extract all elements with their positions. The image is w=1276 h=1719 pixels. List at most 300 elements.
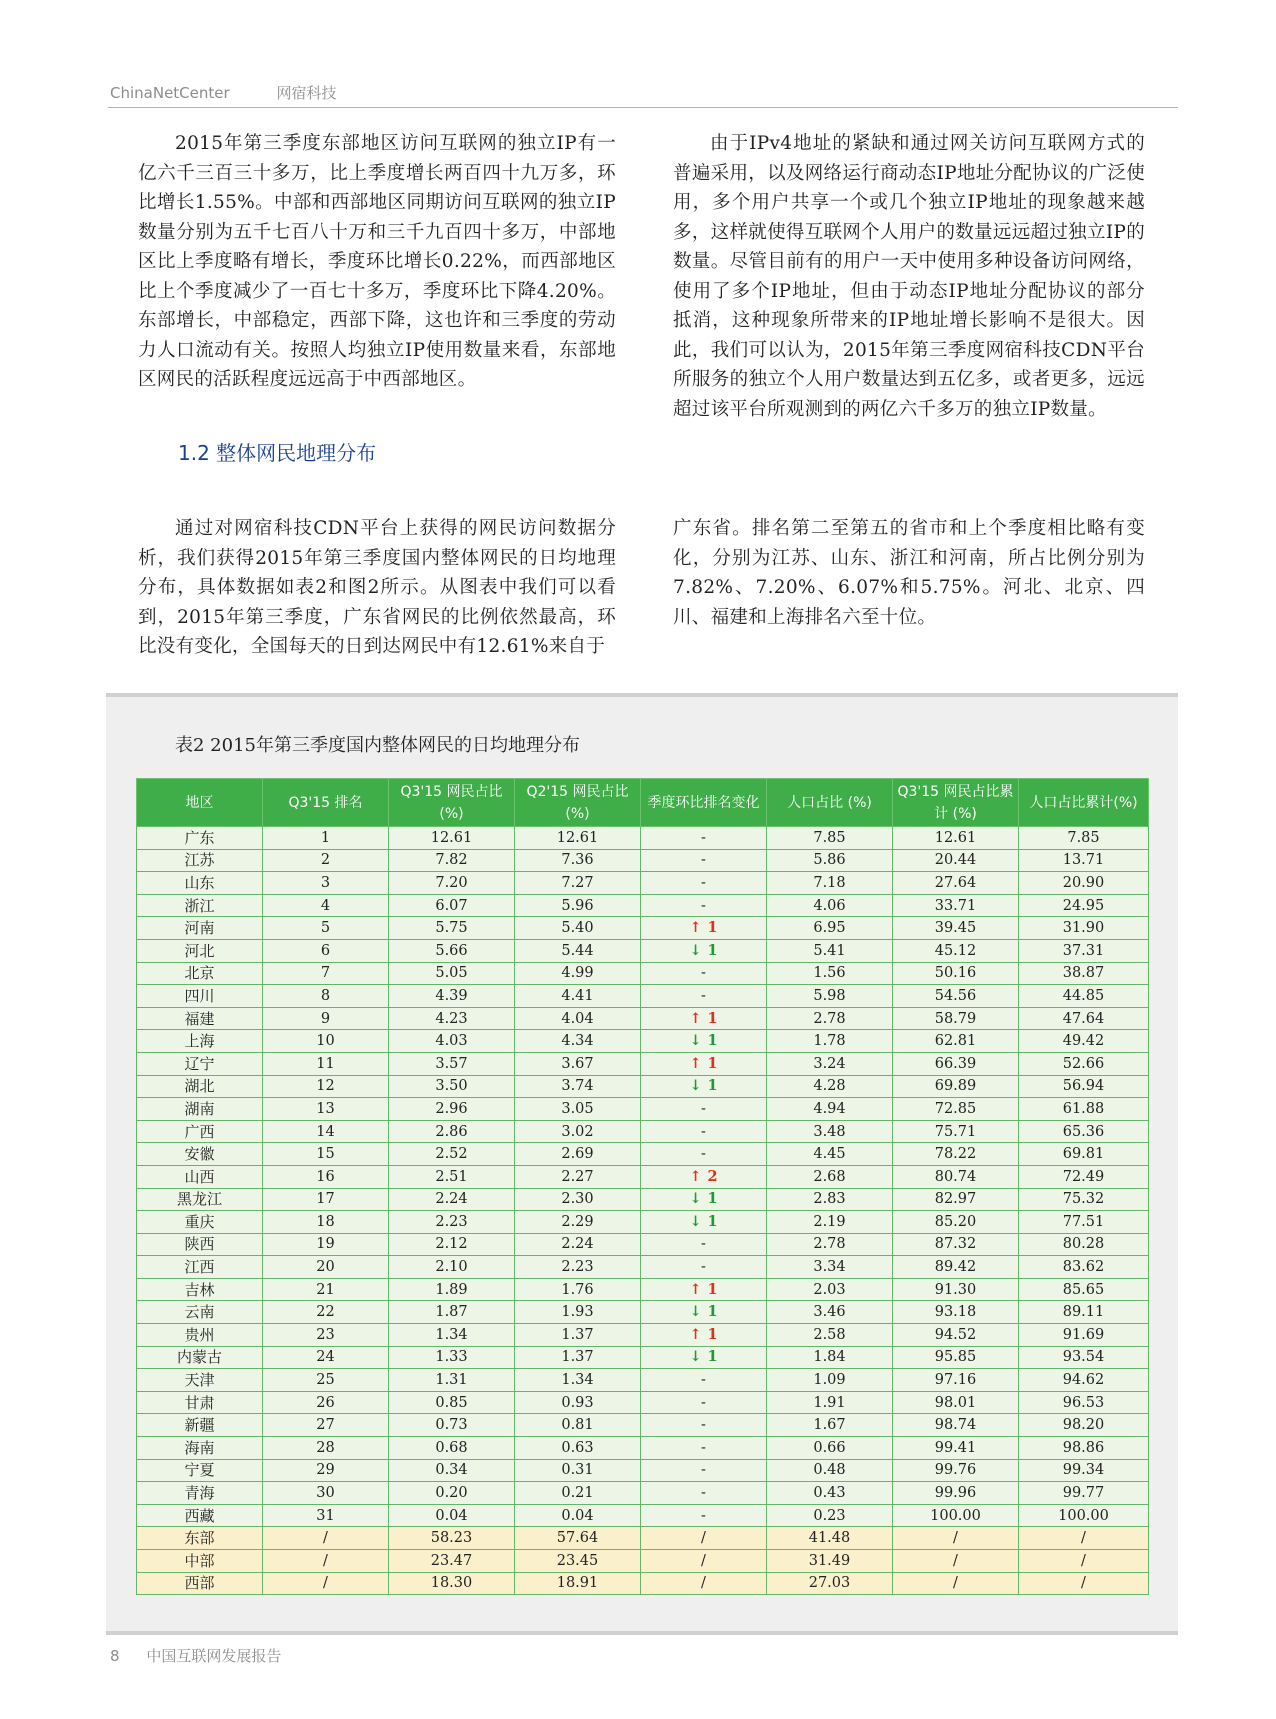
rank-change-value: 1 [707, 941, 718, 959]
section-right-column [673, 514, 1145, 632]
q2-share-cell: 5.40 [515, 917, 641, 940]
org-name: 网宿科技 [276, 84, 337, 102]
q3-cumulative-cell: 50.16 [893, 962, 1019, 985]
table-row [137, 917, 1149, 940]
q3-cumulative-cell: 54.56 [893, 985, 1019, 1008]
population-cumulative-cell: 93.54 [1019, 1346, 1149, 1369]
rank-cell: / [263, 1550, 389, 1573]
population-share-cell: 2.68 [767, 1165, 893, 1188]
q3-cumulative-cell: 93.18 [893, 1301, 1019, 1324]
table-row [137, 1211, 1149, 1234]
rank-change-cell [641, 1256, 767, 1279]
rank-change-value: 1 [707, 1009, 718, 1027]
rank-change-cell [641, 1233, 767, 1256]
region-cell: 青海 [137, 1482, 263, 1505]
q3-share-cell: 3.57 [389, 1052, 515, 1075]
rank-change-cell [641, 1391, 767, 1414]
rank-change-value: - [701, 965, 706, 982]
q2-share-cell: 2.23 [515, 1256, 641, 1279]
population-share-cell: 31.49 [767, 1550, 893, 1573]
q2-share-cell: 0.93 [515, 1391, 641, 1414]
intro-left-column [138, 129, 616, 395]
table-row [137, 1075, 1149, 1098]
region-cell: 贵州 [137, 1324, 263, 1347]
table-row [137, 1278, 1149, 1301]
section-left-paragraph: 通过对网宿科技CDN平台上获得的网民访问数据分析，我们获得2015年第三季度国内整体网民的日均地理分布，具体数据如表2和图2所示。从图表中我们可以看到，2015年第三季度，广东省网民的比例依然最高，环比没有变化，全国每天的日到达网民中有12.61%来自于 [138, 518, 616, 657]
population-share-cell: 2.83 [767, 1188, 893, 1211]
region-summary-row [137, 1572, 1149, 1595]
q3-share-cell: 0.73 [389, 1414, 515, 1437]
rank-cell: 30 [263, 1482, 389, 1505]
table-row [137, 1233, 1149, 1256]
q2-share-cell: 4.34 [515, 1030, 641, 1053]
arrow-down-icon: ↓ [689, 1212, 702, 1230]
region-cell: 山西 [137, 1165, 263, 1188]
table-row [137, 1414, 1149, 1437]
population-share-cell: 5.86 [767, 849, 893, 872]
q3-share-cell: 58.23 [389, 1527, 515, 1550]
q3-cumulative-cell: 58.79 [893, 1007, 1019, 1030]
arrow-up-icon: ↑ [689, 919, 702, 937]
rank-change-value: 1 [707, 1054, 718, 1072]
col-header: 人口占比累计(%) [1019, 779, 1149, 827]
population-cumulative-cell: 72.49 [1019, 1165, 1149, 1188]
population-cumulative-cell: 56.94 [1019, 1075, 1149, 1098]
rank-change-value: - [701, 987, 706, 1004]
population-cumulative-cell: 52.66 [1019, 1052, 1149, 1075]
population-cumulative-cell: / [1019, 1527, 1149, 1550]
table-row [137, 1007, 1149, 1030]
rank-cell: 8 [263, 985, 389, 1008]
rank-cell: 16 [263, 1165, 389, 1188]
rank-cell: 10 [263, 1030, 389, 1053]
q3-cumulative-cell: 62.81 [893, 1030, 1019, 1053]
col-header: Q3'15 排名 [263, 779, 389, 827]
col-header: Q2'15 网民占比(%) [515, 779, 641, 827]
rank-change-cell [641, 1188, 767, 1211]
rank-change-cell [641, 1414, 767, 1437]
rank-change-value: - [701, 1123, 706, 1140]
rank-cell: 22 [263, 1301, 389, 1324]
rank-change-cell [641, 1324, 767, 1347]
q3-cumulative-cell: 87.32 [893, 1233, 1019, 1256]
region-cell: 东部 [137, 1527, 263, 1550]
q2-share-cell: 1.37 [515, 1324, 641, 1347]
table-row [137, 939, 1149, 962]
region-cell: 四川 [137, 985, 263, 1008]
population-share-cell: 1.84 [767, 1346, 893, 1369]
q2-share-cell: 2.27 [515, 1165, 641, 1188]
q2-share-cell: 23.45 [515, 1550, 641, 1573]
population-cumulative-cell: 31.90 [1019, 917, 1149, 940]
q2-share-cell: 0.04 [515, 1504, 641, 1527]
q3-share-cell: 1.89 [389, 1278, 515, 1301]
population-cumulative-cell: / [1019, 1550, 1149, 1573]
region-cell: 新疆 [137, 1414, 263, 1437]
population-cumulative-cell: 77.51 [1019, 1211, 1149, 1234]
q2-share-cell: 12.61 [515, 827, 641, 850]
rank-change-value: - [701, 1417, 706, 1434]
population-share-cell: 2.78 [767, 1007, 893, 1030]
population-share-cell: 1.09 [767, 1369, 893, 1392]
q2-share-cell: 4.41 [515, 985, 641, 1008]
region-summary-row [137, 1527, 1149, 1550]
population-cumulative-cell: 83.62 [1019, 1256, 1149, 1279]
q3-share-cell: 12.61 [389, 827, 515, 850]
rank-cell: 12 [263, 1075, 389, 1098]
population-share-cell: 0.43 [767, 1482, 893, 1505]
col-header: 季度环比排名变化 [641, 779, 767, 827]
table-header-row [137, 779, 1149, 827]
population-cumulative-cell: 47.64 [1019, 1007, 1149, 1030]
rank-cell: 21 [263, 1278, 389, 1301]
rank-change-value: - [701, 1439, 706, 1456]
q3-cumulative-cell: / [893, 1527, 1019, 1550]
population-cumulative-cell: 91.69 [1019, 1324, 1149, 1347]
region-cell: 吉林 [137, 1278, 263, 1301]
publication-name: 中国互联网发展报告 [146, 1647, 282, 1665]
population-share-cell: 4.45 [767, 1143, 893, 1166]
q3-share-cell: 0.04 [389, 1504, 515, 1527]
q3-cumulative-cell: 82.97 [893, 1188, 1019, 1211]
q2-share-cell: 4.04 [515, 1007, 641, 1030]
q2-share-cell: 0.81 [515, 1414, 641, 1437]
population-share-cell: 2.19 [767, 1211, 893, 1234]
q3-share-cell: 2.51 [389, 1165, 515, 1188]
q3-share-cell: 0.34 [389, 1459, 515, 1482]
rank-change-cell [641, 1437, 767, 1460]
rank-change-value: 1 [707, 1190, 718, 1208]
rank-change-cell [641, 939, 767, 962]
q3-cumulative-cell: 94.52 [893, 1324, 1019, 1347]
population-share-cell: 2.58 [767, 1324, 893, 1347]
q3-cumulative-cell: 98.74 [893, 1414, 1019, 1437]
population-share-cell: 41.48 [767, 1527, 893, 1550]
q3-cumulative-cell: 72.85 [893, 1098, 1019, 1121]
population-share-cell: 1.67 [767, 1414, 893, 1437]
population-share-cell: 3.46 [767, 1301, 893, 1324]
rank-cell: 13 [263, 1098, 389, 1121]
population-cumulative-cell: 94.62 [1019, 1369, 1149, 1392]
rank-cell: 18 [263, 1211, 389, 1234]
q2-share-cell: 7.27 [515, 872, 641, 895]
rank-change-cell [641, 1143, 767, 1166]
section-left-column [138, 514, 616, 662]
arrow-up-icon: ↑ [689, 1009, 702, 1027]
q2-share-cell: 2.69 [515, 1143, 641, 1166]
rank-change-cell [641, 849, 767, 872]
region-cell: 西部 [137, 1572, 263, 1595]
table-row [137, 1301, 1149, 1324]
q3-cumulative-cell: 20.44 [893, 849, 1019, 872]
rank-change-value: - [701, 874, 706, 891]
q2-share-cell: 3.02 [515, 1120, 641, 1143]
q3-share-cell: 0.20 [389, 1482, 515, 1505]
population-cumulative-cell: 98.86 [1019, 1437, 1149, 1460]
population-share-cell: 6.95 [767, 917, 893, 940]
region-cell: 宁夏 [137, 1459, 263, 1482]
table-row [137, 1165, 1149, 1188]
q2-share-cell: 1.37 [515, 1346, 641, 1369]
rank-cell: 2 [263, 849, 389, 872]
rank-change-value: 1 [707, 1212, 718, 1230]
table-caption: 表2 2015年第三季度国内整体网民的日均地理分布 [175, 735, 580, 756]
region-cell: 北京 [137, 962, 263, 985]
q3-cumulative-cell: 45.12 [893, 939, 1019, 962]
population-share-cell: 7.85 [767, 827, 893, 850]
brand-name: ChinaNetCenter [110, 84, 230, 102]
rank-change-cell [641, 962, 767, 985]
population-share-cell: 0.48 [767, 1459, 893, 1482]
table-row [137, 1120, 1149, 1143]
arrow-down-icon: ↓ [689, 1303, 702, 1321]
region-cell: 内蒙古 [137, 1346, 263, 1369]
intro-right-column [673, 129, 1145, 424]
population-cumulative-cell: 80.28 [1019, 1233, 1149, 1256]
region-cell: 西藏 [137, 1504, 263, 1527]
rank-change-cell [641, 872, 767, 895]
table-row [137, 962, 1149, 985]
arrow-up-icon: ↑ [689, 1167, 702, 1185]
rank-change-cell [641, 1211, 767, 1234]
q3-cumulative-cell: 12.61 [893, 827, 1019, 850]
rank-cell: 14 [263, 1120, 389, 1143]
table-row [137, 827, 1149, 850]
population-cumulative-cell: 61.88 [1019, 1098, 1149, 1121]
q3-cumulative-cell: 99.41 [893, 1437, 1019, 1460]
rank-change-cell: / [641, 1527, 767, 1550]
rank-change-value: 1 [707, 919, 718, 937]
population-cumulative-cell: 99.34 [1019, 1459, 1149, 1482]
region-cell: 广西 [137, 1120, 263, 1143]
rank-change-cell [641, 1346, 767, 1369]
rank-cell: 5 [263, 917, 389, 940]
population-cumulative-cell: 65.36 [1019, 1120, 1149, 1143]
rank-cell: 11 [263, 1052, 389, 1075]
table-row [137, 1504, 1149, 1527]
population-share-cell: 1.91 [767, 1391, 893, 1414]
q3-cumulative-cell: 66.39 [893, 1052, 1019, 1075]
rank-change-cell [641, 1459, 767, 1482]
q3-share-cell: 2.86 [389, 1120, 515, 1143]
population-share-cell: 2.03 [767, 1278, 893, 1301]
q2-share-cell: 1.34 [515, 1369, 641, 1392]
rank-change-value: - [701, 852, 706, 869]
q3-cumulative-cell: 98.01 [893, 1391, 1019, 1414]
q3-cumulative-cell: 27.64 [893, 872, 1019, 895]
table-row [137, 1030, 1149, 1053]
rank-change-cell [641, 1165, 767, 1188]
q2-share-cell: 1.93 [515, 1301, 641, 1324]
q3-share-cell: 7.82 [389, 849, 515, 872]
region-cell: 山东 [137, 872, 263, 895]
region-cell: 河北 [137, 939, 263, 962]
q3-share-cell: 2.12 [389, 1233, 515, 1256]
table-row [137, 1346, 1149, 1369]
population-cumulative-cell: 89.11 [1019, 1301, 1149, 1324]
q3-share-cell: 0.68 [389, 1437, 515, 1460]
q3-share-cell: 18.30 [389, 1572, 515, 1595]
q2-share-cell: 3.67 [515, 1052, 641, 1075]
table-row [137, 1324, 1149, 1347]
q3-cumulative-cell: 75.71 [893, 1120, 1019, 1143]
rank-change-value: - [701, 829, 706, 846]
population-share-cell: 5.98 [767, 985, 893, 1008]
col-header: Q3'15 网民占比累计 (%) [893, 779, 1019, 827]
region-cell: 福建 [137, 1007, 263, 1030]
q3-cumulative-cell: 89.42 [893, 1256, 1019, 1279]
section-right-paragraph: 广东省。排名第二至第五的省市和上个季度相比略有变化，分别为江苏、山东、浙江和河南，所占比例分别为7.82%、7.20%、6.07%和5.75%。河北、北京、四川、福建和上海排名六至十位。 [673, 518, 1145, 628]
page-footer [110, 1645, 281, 1666]
rank-cell: 31 [263, 1504, 389, 1527]
rank-cell: 7 [263, 962, 389, 985]
rank-change-cell [641, 1369, 767, 1392]
q3-share-cell: 4.03 [389, 1030, 515, 1053]
rank-change-value: - [701, 1485, 706, 1502]
q2-share-cell: 2.30 [515, 1188, 641, 1211]
rank-cell: 20 [263, 1256, 389, 1279]
rank-change-value: 1 [707, 1280, 718, 1298]
col-header: Q3'15 网民占比(%) [389, 779, 515, 827]
q3-share-cell: 6.07 [389, 894, 515, 917]
rank-change-cell [641, 1098, 767, 1121]
table-row [137, 849, 1149, 872]
q2-share-cell: 5.96 [515, 894, 641, 917]
region-cell: 海南 [137, 1437, 263, 1460]
header-divider [108, 107, 1178, 108]
population-share-cell: 7.18 [767, 872, 893, 895]
arrow-down-icon: ↓ [689, 941, 702, 959]
region-cell: 江西 [137, 1256, 263, 1279]
table-row [137, 1437, 1149, 1460]
q2-share-cell: 3.74 [515, 1075, 641, 1098]
arrow-up-icon: ↑ [689, 1280, 702, 1298]
region-cell: 黑龙江 [137, 1188, 263, 1211]
arrow-down-icon: ↓ [689, 1077, 702, 1095]
q2-share-cell: 7.36 [515, 849, 641, 872]
population-cumulative-cell: 44.85 [1019, 985, 1149, 1008]
rank-change-cell [641, 827, 767, 850]
q2-share-cell: 2.24 [515, 1233, 641, 1256]
population-share-cell: 2.78 [767, 1233, 893, 1256]
rank-change-value: 2 [707, 1167, 718, 1185]
region-cell: 陕西 [137, 1233, 263, 1256]
rank-cell: 28 [263, 1437, 389, 1460]
q3-cumulative-cell: 78.22 [893, 1143, 1019, 1166]
table-row [137, 1098, 1149, 1121]
rank-change-cell [641, 1278, 767, 1301]
rank-change-value: 1 [707, 1348, 718, 1366]
q3-share-cell: 4.23 [389, 1007, 515, 1030]
q3-share-cell: 1.31 [389, 1369, 515, 1392]
arrow-up-icon: ↑ [689, 1325, 702, 1343]
q3-share-cell: 2.10 [389, 1256, 515, 1279]
table-row [137, 1256, 1149, 1279]
region-cell: 云南 [137, 1301, 263, 1324]
q3-share-cell: 1.34 [389, 1324, 515, 1347]
region-cell: 河南 [137, 917, 263, 940]
rank-change-value: - [701, 1146, 706, 1163]
table-row [137, 1459, 1149, 1482]
rank-cell: 4 [263, 894, 389, 917]
population-cumulative-cell: 37.31 [1019, 939, 1149, 962]
region-cell: 安徽 [137, 1143, 263, 1166]
q2-share-cell: 18.91 [515, 1572, 641, 1595]
table-body [137, 827, 1149, 1595]
q2-share-cell: 2.29 [515, 1211, 641, 1234]
rank-change-cell [641, 1504, 767, 1527]
q2-share-cell: 0.31 [515, 1459, 641, 1482]
table-row [137, 1143, 1149, 1166]
region-cell: 甘肃 [137, 1391, 263, 1414]
rank-change-value: - [701, 1236, 706, 1253]
region-cell: 上海 [137, 1030, 263, 1053]
rank-cell: 1 [263, 827, 389, 850]
population-cumulative-cell: 75.32 [1019, 1188, 1149, 1211]
region-summary-row [137, 1550, 1149, 1573]
rank-change-value: - [701, 1372, 706, 1389]
rank-cell: / [263, 1572, 389, 1595]
q3-cumulative-cell: / [893, 1550, 1019, 1573]
q3-cumulative-cell: 69.89 [893, 1075, 1019, 1098]
q3-share-cell: 1.33 [389, 1346, 515, 1369]
rank-change-value: - [701, 1100, 706, 1117]
arrow-up-icon: ↑ [689, 1054, 702, 1072]
rank-cell: 25 [263, 1369, 389, 1392]
arrow-down-icon: ↓ [689, 1032, 702, 1050]
table-row [137, 1369, 1149, 1392]
region-cell: 浙江 [137, 894, 263, 917]
distribution-table [136, 778, 1149, 1595]
rank-cell: 27 [263, 1414, 389, 1437]
rank-change-value: 1 [707, 1077, 718, 1095]
q3-share-cell: 4.39 [389, 985, 515, 1008]
rank-cell: 15 [263, 1143, 389, 1166]
q2-share-cell: 4.99 [515, 962, 641, 985]
table-row [137, 1052, 1149, 1075]
arrow-down-icon: ↓ [689, 1190, 702, 1208]
q3-share-cell: 5.66 [389, 939, 515, 962]
population-cumulative-cell: 96.53 [1019, 1391, 1149, 1414]
q3-cumulative-cell: 97.16 [893, 1369, 1019, 1392]
population-share-cell: 1.56 [767, 962, 893, 985]
population-share-cell: 4.94 [767, 1098, 893, 1121]
table-row [137, 894, 1149, 917]
population-cumulative-cell: 85.65 [1019, 1278, 1149, 1301]
rank-change-cell [641, 1482, 767, 1505]
table-row [137, 1188, 1149, 1211]
population-cumulative-cell: / [1019, 1572, 1149, 1595]
q3-share-cell: 23.47 [389, 1550, 515, 1573]
q2-share-cell: 5.44 [515, 939, 641, 962]
q3-share-cell: 2.24 [389, 1188, 515, 1211]
population-share-cell: 4.28 [767, 1075, 893, 1098]
q3-cumulative-cell: 99.96 [893, 1482, 1019, 1505]
q3-share-cell: 0.85 [389, 1391, 515, 1414]
rank-change-cell [641, 1030, 767, 1053]
population-cumulative-cell: 98.20 [1019, 1414, 1149, 1437]
population-share-cell: 3.34 [767, 1256, 893, 1279]
table-row [137, 985, 1149, 1008]
q3-cumulative-cell: 39.45 [893, 917, 1019, 940]
region-cell: 辽宁 [137, 1052, 263, 1075]
rank-cell: 6 [263, 939, 389, 962]
q3-cumulative-cell: / [893, 1572, 1019, 1595]
running-header [110, 82, 336, 103]
rank-change-cell [641, 1052, 767, 1075]
rank-change-value: 1 [707, 1032, 718, 1050]
rank-change-value: - [701, 897, 706, 914]
